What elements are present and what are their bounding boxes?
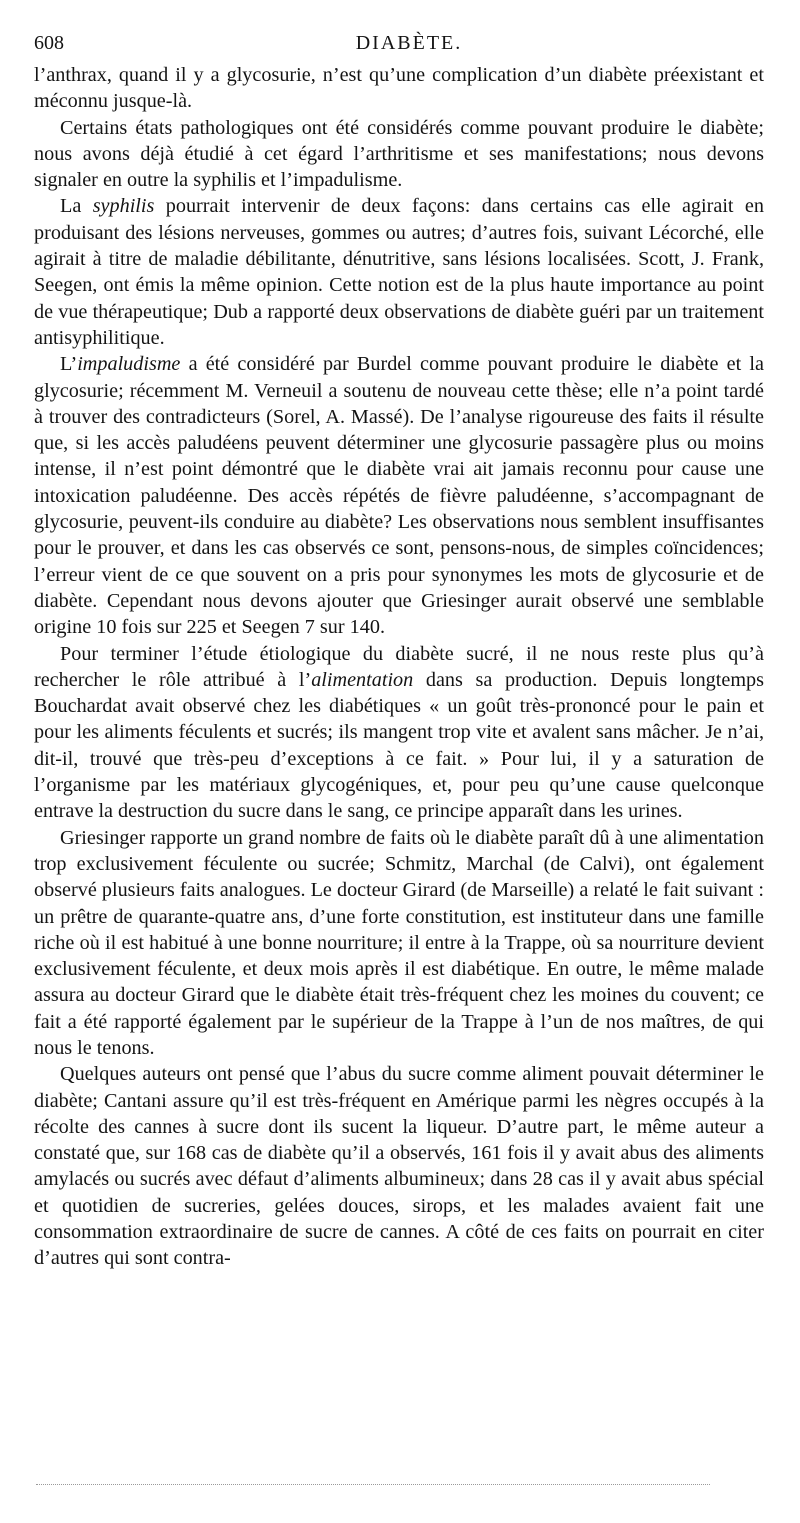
page-header [34, 28, 764, 58]
text-run: a été considéré par Burdel comme pouvant produire le diabète et la glycosurie; récemment M. Verneuil a soutenu de nouveau cette thèse; elle n’a point tardé à trouver des contradicteurs (Sorel, A. Massé). De l’analyse rigoureuse des faits il résulte que, si les accès paludéens peuvent déterminer une glycosurie passagère plus ou moins intense, il n’est point démontré que le diabète vrai ait jamais reconnu pour cause une intoxication paludéenne. Des accès répétés de fièvre paludéenne, s’accompagnant de glycosurie, peuvent-ils conduire au diabète? Les observations nous semblent insuffisantes pour le prouver, et dans les cas observés ce sont, pensons-nous, de simples coïncidences; l’erreur vient de ce que souvent on a pris pour synonymes les mots de glycosurie et de diabète. Cependant nous devons ajouter que Griesinger aurait observé une semblable origine 10 fois sur 225 et Seegen 7 sur 140. [34, 353, 764, 639]
paragraph-p7 [34, 1061, 764, 1271]
text-run: pourrait intervenir de deux façons: dans certains cas elle agirait en produisant des lésions nerveuses, gommes ou autres; d’autres fois, suivant Lécorché, elle agirait à titre de maladie débilitante, dénutritive, sans lésions localisées. Scott, J. Frank, Seegen, ont émis la même opinion. Cette notion est de la plus haute importance au point de vue thérapeutique; Dub a rapporté deux observations de diabète guéri par un traitement antisyphilitique. [34, 195, 764, 349]
paragraph-p1 [34, 62, 764, 115]
italic-term: syphilis [92, 195, 155, 218]
paragraph-p3 [34, 193, 764, 351]
paragraph-p5 [34, 641, 764, 825]
text-run: Griesinger rapporte un grand nombre de faits où le diabète paraît dû à une alimentation trop exclusivement féculente ou sucrée; Schmitz, Marchal (de Calvi), ont également observé plusieurs faits analogues. Le docteur Girard (de Marseille) a relaté le fait suivant : un prêtre de quarante-quatre ans, d’une forte constitution, est instituteur dans une famille riche où il est habitué à une bonne nourriture; il entre à la Trappe, où sa nourriture devient exclusivement féculente, et deux mois après il est diabétique. En outre, le même malade assura au docteur Girard que le diabète était très-fréquent chez les moines du couvent; ce fait a été rapporté également par le supérieur de la Trappe à l’un de nos maîtres, de qui nous le tenons. [34, 826, 764, 1059]
text-run: Certains états pathologiques ont été considérés comme pouvant produire le diabète; nous avons déjà étudié à cet égard l’arthritisme et ses manifestations; nous devons signaler en outre la syphilis et l’impadulisme. [34, 116, 764, 192]
italic-term: impaludisme [77, 353, 181, 376]
text-run: dans sa production. Depuis longtemps Bouchardat avait observé chez les diabétiques « un goût très-prononcé pour le pain et pour les aliments féculents et sucrés; ils mangent trop vite et avalent sans mâcher. Je n’ai, dit-il, trouvé que très-peu d’exceptions à ce fait. » Pour lui, il y a saturation de l’organisme par les matériaux glycogéniques, et, pour peu qu’une cause quelconque entrave la destruction du sucre dans le sang, ce principe apparaît dans les urines. [34, 668, 764, 823]
paragraph-p6 [34, 825, 764, 1062]
text-run: Pour terminer l’étude étiologique du diabète sucré, il ne nous reste plus qu’à rechercher le rôle attribué à l’ [34, 642, 764, 691]
text-run: l’anthrax, quand il y a glycosurie, n’est qu’une complication d’un diabète préexistant et méconnu jusque-là. [34, 64, 764, 113]
italic-term: alimentation [311, 668, 414, 691]
body-text [34, 62, 764, 1272]
text-run: L’ [60, 353, 78, 376]
running-title: DIABÈTE. [355, 32, 463, 54]
page-number: 608 [34, 32, 64, 54]
text-run: Quelques auteurs ont pensé que l’abus du sucre comme aliment pouvait déterminer le diabète; Cantani assure qu’il est très-fréquent en Amérique parmi les nègres occupés à la récolte des cannes à sucre dont ils sucent la liqueur. D’autre part, le même auteur a constaté que, sur 168 cas de diabète qu’il a observés, 161 fois il y avait abus des aliments amylacés ou sucrés avec défaut d’aliments albumineux; dans 28 cas il y avait abus spécial et quotidien de sucreries, gelées douces, sirops, et les malades avaient fait une consommation extraordinaire de sucre de cannes. A côté de ces faits on pourrait en citer d’autres qui sont contra- [34, 1063, 764, 1270]
footer-dotted-rule [36, 1484, 710, 1485]
paragraph-p4 [34, 351, 764, 640]
text-run: La [60, 195, 93, 218]
paragraph-p2 [34, 115, 764, 194]
